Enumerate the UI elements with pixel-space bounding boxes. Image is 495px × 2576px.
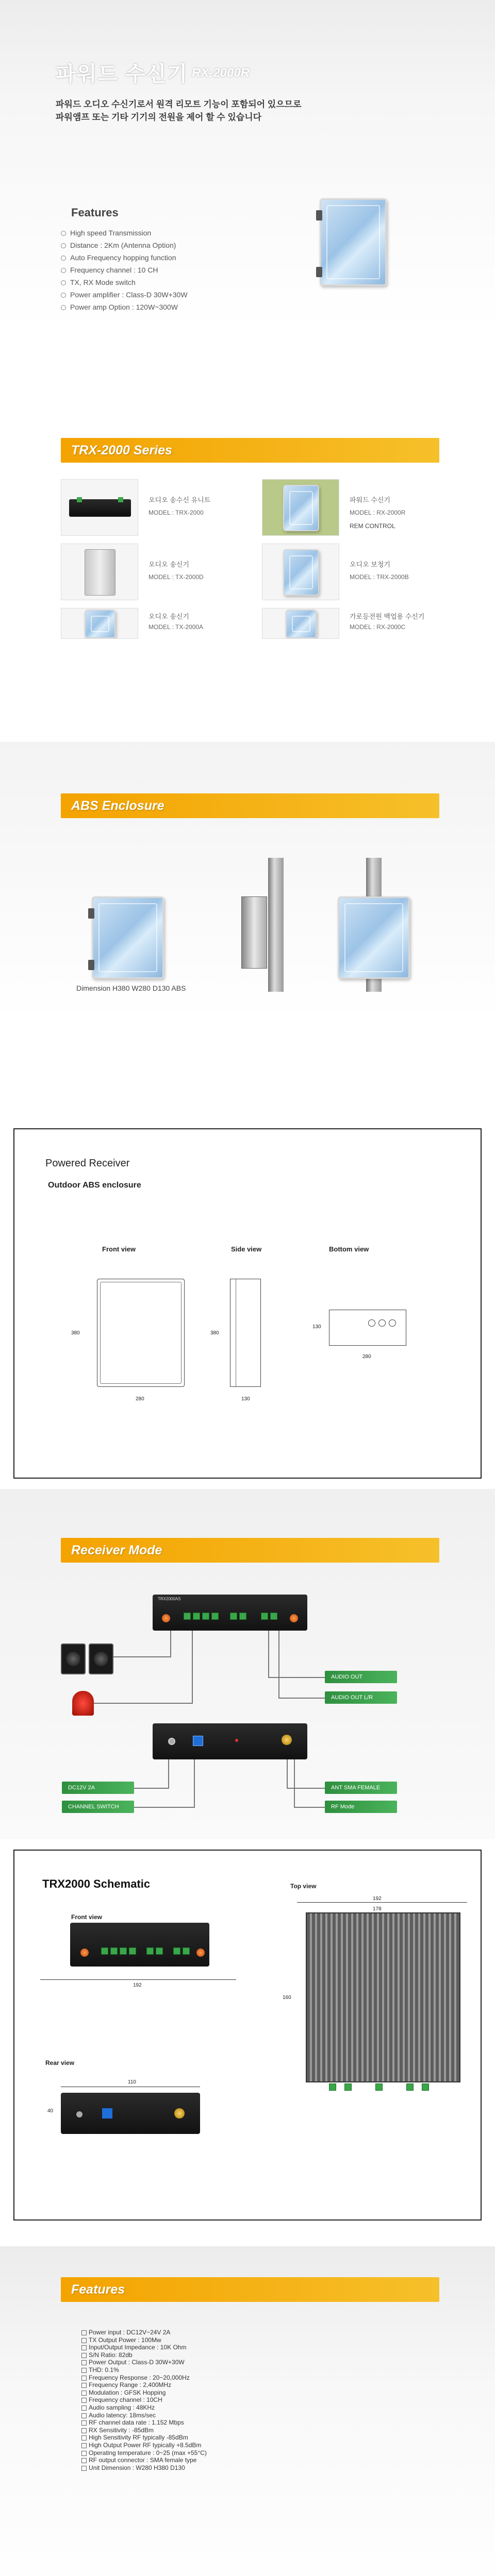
bottom-port bbox=[378, 1319, 386, 1327]
spec-item: Power Output : Class-D 30W+30W bbox=[81, 2359, 207, 2366]
terminal bbox=[120, 1947, 127, 1955]
speaker-terminal bbox=[202, 1613, 209, 1620]
spec-banner-title: Features bbox=[71, 2282, 125, 2297]
wire bbox=[168, 1759, 169, 1788]
enclosure-image bbox=[286, 609, 317, 638]
terminal bbox=[101, 1947, 108, 1955]
abs-banner-title: ABS Enclosure bbox=[71, 799, 164, 813]
hero-title: 파워드 수신기 bbox=[56, 63, 188, 86]
enclosure-image bbox=[85, 609, 116, 638]
spec-item: High Output Power RF typically +8.5dBm bbox=[81, 2442, 207, 2449]
relay-terminal bbox=[239, 1613, 246, 1620]
spec-item: Frequency channel : 10CH bbox=[81, 2396, 207, 2404]
top-height-dimension: 160 bbox=[283, 1995, 291, 2001]
tone-knob bbox=[290, 1614, 298, 1622]
sma-connector bbox=[174, 2108, 185, 2119]
wire bbox=[268, 1677, 325, 1678]
terminal bbox=[406, 2083, 414, 2091]
product-title: 오디오 송수신 유니트 bbox=[148, 496, 211, 504]
spec-section bbox=[0, 2246, 495, 2576]
series-section bbox=[0, 381, 495, 639]
callout-dc-power: DC12V 2A bbox=[62, 1782, 134, 1794]
product-title: 가로등전원 백업용 수신기 bbox=[350, 613, 425, 620]
spec-item: Input/Output Impedance : 10K Ohm bbox=[81, 2344, 207, 2351]
product-model: MODEL : RX-2000C bbox=[350, 623, 406, 631]
terminal bbox=[156, 1947, 163, 1955]
feature-item: Power amp Option : 120W~300W bbox=[61, 301, 188, 313]
spec-item: Audio sampling : 48KHz bbox=[81, 2404, 207, 2412]
wire bbox=[192, 1631, 193, 1704]
hero-description: 파워드 오디오 수신기로서 원격 리모트 기능이 포함되어 있으므로 파워앰프 또는 기타 기기의 전원을 제어 할 수 있습니다 bbox=[56, 99, 302, 122]
hero-model: RX-2000R bbox=[192, 66, 250, 80]
front-panel-outline bbox=[100, 1282, 182, 1384]
callout-ant-sma: ANT SMA FEMALE bbox=[325, 1782, 397, 1794]
hinge bbox=[88, 960, 94, 970]
receiver-mode-section bbox=[0, 1489, 495, 1839]
hinge bbox=[316, 210, 322, 221]
speaker-terminal bbox=[184, 1613, 191, 1620]
side-height-dimension: 380 bbox=[210, 1330, 219, 1336]
wire bbox=[287, 1759, 288, 1788]
bottom-view-drawing bbox=[329, 1310, 406, 1346]
product-model: MODEL : TRX-2000 bbox=[148, 509, 204, 516]
product-model: MODEL : TX-2000A bbox=[148, 623, 204, 631]
spec-item: RX Sensitivity : -85dBm bbox=[81, 2427, 207, 2434]
front-width-dimension: 280 bbox=[136, 1396, 144, 1402]
receiver-mode-title: Receiver Mode bbox=[71, 1543, 162, 1557]
product-thumbnail bbox=[61, 544, 138, 600]
product-title: 오디오 송신기 bbox=[148, 561, 189, 568]
spec-item: Audio latency: 18ms/sec bbox=[81, 2412, 207, 2419]
front-view-drawing bbox=[97, 1279, 185, 1387]
spec-item: RF channel data rate : 1.152 Mbps bbox=[81, 2419, 207, 2427]
line-out-terminal bbox=[261, 1613, 268, 1620]
terminal bbox=[129, 1947, 136, 1955]
device-model-label: TRX2000AS bbox=[158, 1597, 181, 1601]
front-height-dimension: 380 bbox=[71, 1330, 80, 1336]
bottom-height-dimension: 130 bbox=[312, 1324, 321, 1330]
spec-item: High Sensitivity RF typically -85dBm bbox=[81, 2434, 207, 2442]
top-width-dimension: 192 bbox=[373, 1896, 382, 1902]
callout-rf-mode: RF Mode bbox=[325, 1801, 397, 1813]
terminal bbox=[329, 2083, 336, 2091]
terminal bbox=[375, 2083, 383, 2091]
product-thumbnail bbox=[262, 479, 339, 536]
receiver-mode-banner bbox=[61, 1538, 439, 1563]
speaker-cone bbox=[94, 1652, 108, 1666]
spec-item: Unit Dimension : W280 H380 D130 bbox=[81, 2464, 207, 2472]
series-banner bbox=[61, 438, 439, 463]
terminal bbox=[77, 497, 82, 502]
warning-light-image bbox=[72, 1691, 94, 1716]
front-view-label: Front view bbox=[102, 1245, 136, 1253]
features-heading: Features bbox=[71, 206, 119, 219]
spec-banner bbox=[61, 2277, 439, 2302]
knob bbox=[196, 1948, 205, 1957]
rear-width-dimension: 110 bbox=[128, 2079, 136, 2085]
front-view-label: Front view bbox=[71, 1913, 103, 1921]
top-width-dimension-line bbox=[297, 1902, 467, 1903]
rear-view-label: Rear view bbox=[45, 2059, 75, 2066]
abs-dimension-caption: Dimension H380 W280 D130 ABS bbox=[76, 984, 186, 992]
product-thumbnail bbox=[262, 608, 339, 639]
relay-terminal bbox=[230, 1613, 237, 1620]
product-card[interactable] bbox=[61, 608, 257, 639]
terminal bbox=[118, 497, 123, 502]
speaker-terminal bbox=[211, 1613, 219, 1620]
drawing-frame bbox=[13, 1128, 482, 1479]
product-title: 오디오 보청기 bbox=[350, 561, 390, 568]
wire bbox=[268, 1631, 269, 1677]
wire bbox=[287, 1788, 325, 1789]
terminal bbox=[173, 1947, 180, 1955]
product-thumbnail bbox=[262, 544, 339, 600]
bottom-port bbox=[389, 1319, 396, 1327]
device-front-panel bbox=[153, 1595, 307, 1631]
hinge bbox=[316, 267, 322, 277]
side-mount-bracket-image bbox=[241, 896, 267, 969]
speaker-terminal bbox=[193, 1613, 200, 1620]
wire bbox=[294, 1807, 325, 1808]
abs-banner bbox=[61, 793, 439, 818]
volume-knob bbox=[162, 1614, 170, 1622]
product-title: 파워드 수신기 bbox=[350, 496, 390, 504]
product-card[interactable] bbox=[61, 544, 257, 600]
hinge bbox=[88, 908, 94, 919]
schematic-frame bbox=[13, 1850, 482, 2221]
spec-item: Operating temperature : 0~25 (max +55°C) bbox=[81, 2449, 207, 2457]
schematic-title: TRX2000 Schematic bbox=[42, 1877, 151, 1890]
features-list bbox=[61, 227, 188, 313]
spec-item: THD: 0.1% bbox=[81, 2366, 207, 2374]
wire bbox=[170, 1631, 171, 1657]
dc-jack bbox=[76, 2111, 82, 2117]
feature-item: TX, RX Mode switch bbox=[61, 276, 188, 289]
sma-antenna-connector bbox=[282, 1735, 292, 1745]
product-feature: REM CONTROL bbox=[350, 522, 395, 530]
channel-switch bbox=[102, 2108, 112, 2119]
spec-item: TX Output Power : 100Mw bbox=[81, 2336, 207, 2344]
enclosure-image bbox=[283, 485, 319, 531]
line-out-terminal bbox=[270, 1613, 277, 1620]
spec-item: Power input : DC12V~24V 2A bbox=[81, 2329, 207, 2336]
dc-jack bbox=[168, 1738, 175, 1745]
abs-section bbox=[0, 742, 495, 1020]
spec-item: Modulation : GFSK Hopping bbox=[81, 2389, 207, 2397]
front-width-dimension: 192 bbox=[133, 1982, 142, 1988]
schematic-rear-device bbox=[61, 2093, 200, 2134]
speaker-left-image bbox=[61, 1643, 86, 1674]
product-model: MODEL : TX-2000D bbox=[148, 573, 204, 581]
callout-audio-out-lr: AUDIO OUT L/R bbox=[325, 1691, 397, 1704]
outdoor-box-image bbox=[85, 549, 116, 596]
product-card[interactable] bbox=[61, 479, 257, 536]
terminal bbox=[183, 1947, 190, 1955]
enclosure-image bbox=[283, 549, 319, 596]
abs-enclosure-front-image bbox=[92, 896, 164, 979]
bottom-view-label: Bottom view bbox=[329, 1245, 369, 1253]
front-width-dimension-line bbox=[40, 1979, 236, 1980]
terminal bbox=[110, 1947, 118, 1955]
wire bbox=[278, 1698, 325, 1699]
mounting-pole bbox=[268, 858, 284, 992]
feature-item: Auto Frequency hopping function bbox=[61, 251, 188, 264]
wire bbox=[94, 1703, 192, 1704]
channel-switch bbox=[193, 1736, 203, 1746]
feature-item: Distance : 2Km (Antenna Option) bbox=[61, 239, 188, 251]
schematic-section bbox=[0, 1850, 495, 2226]
series-banner-title: TRX-2000 Series bbox=[71, 443, 172, 457]
product-card[interactable] bbox=[262, 608, 458, 639]
receiver-subtitle: Outdoor ABS enclosure bbox=[48, 1181, 141, 1190]
heatsink-top-view bbox=[306, 1912, 460, 2082]
wire bbox=[278, 1631, 279, 1698]
spec-item: S/N Ratio: 82db bbox=[81, 2351, 207, 2359]
speaker-right-image bbox=[89, 1643, 113, 1674]
feature-item: High speed Transmission bbox=[61, 227, 188, 239]
bottom-port bbox=[368, 1319, 375, 1327]
product-title: 오디오 송신기 bbox=[148, 613, 189, 620]
rear-height-dimension: 40 bbox=[47, 2108, 54, 2114]
product-model: MODEL : TRX-2000B bbox=[350, 573, 409, 581]
wire bbox=[194, 1759, 195, 1807]
side-view-label: Side view bbox=[231, 1245, 262, 1253]
callout-audio-out: AUDIO OUT bbox=[325, 1671, 397, 1683]
receiver-title: Powered Receiver bbox=[45, 1158, 130, 1169]
spec-list bbox=[81, 2329, 207, 2471]
speaker-cone bbox=[66, 1652, 80, 1666]
terminal bbox=[422, 2083, 429, 2091]
spec-item: RF output connector : SMA female type bbox=[81, 2456, 207, 2464]
top-view-label: Top view bbox=[290, 1883, 317, 1890]
spec-item: Frequency Range : 2,400MHz bbox=[81, 2381, 207, 2389]
feature-item: Power amplifier : Class-D 30W+30W bbox=[61, 289, 188, 301]
terminal bbox=[146, 1947, 154, 1955]
pole-mounted-enclosure-image bbox=[338, 896, 410, 979]
spec-item: Frequency Response : 20~20,000Hz bbox=[81, 2374, 207, 2382]
status-led bbox=[235, 1739, 238, 1742]
bottom-width-dimension: 280 bbox=[362, 1354, 371, 1360]
product-card[interactable] bbox=[262, 544, 458, 600]
top-inner-dimension: 178 bbox=[373, 1906, 382, 1912]
wire bbox=[113, 1656, 170, 1657]
side-depth-dimension: 130 bbox=[241, 1396, 250, 1402]
device-rear-panel bbox=[153, 1723, 307, 1759]
product-thumbnail bbox=[61, 608, 138, 639]
product-card[interactable] bbox=[262, 479, 458, 536]
product-enclosure-image bbox=[320, 198, 387, 286]
product-model: MODEL : RX-2000R bbox=[350, 509, 406, 516]
side-view-drawing bbox=[230, 1279, 261, 1387]
knob bbox=[80, 1948, 89, 1957]
callout-channel-switch: CHANNEL SWITCH bbox=[62, 1801, 134, 1813]
wire bbox=[294, 1759, 295, 1807]
feature-item: Frequency channel : 10 CH bbox=[61, 264, 188, 276]
powered-receiver-section bbox=[0, 1128, 495, 1484]
product-thumbnail bbox=[61, 479, 138, 536]
terminal bbox=[344, 2083, 352, 2091]
schematic-front-device bbox=[70, 1923, 209, 1967]
hero-section bbox=[0, 0, 495, 330]
